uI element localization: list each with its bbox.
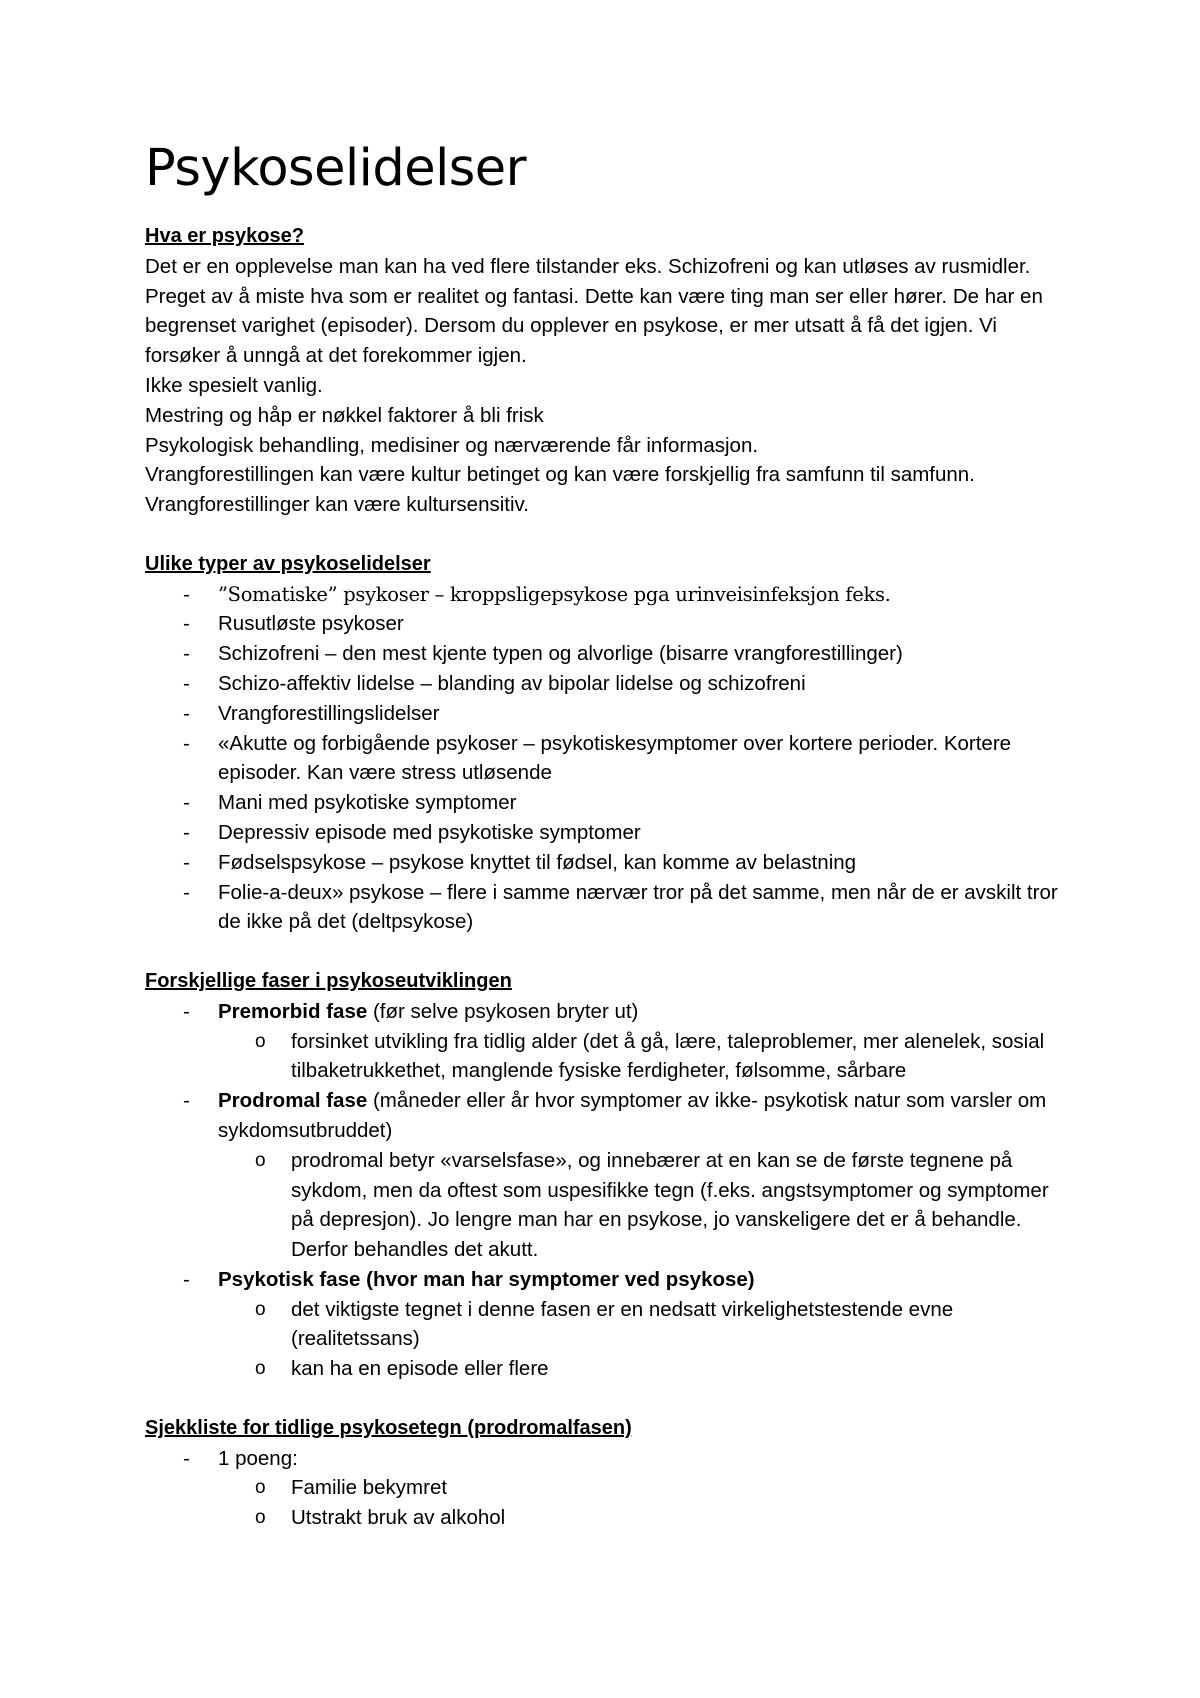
dash-bullet: - [183, 671, 190, 695]
dash-bullet: - [183, 582, 190, 606]
sub-list-item [145, 1473, 1075, 1503]
list-item-psykotisk [145, 1265, 1075, 1384]
section-hva-er-psykose [145, 222, 1075, 520]
sub-list-item [145, 1503, 1075, 1533]
circle-list [218, 1146, 1075, 1265]
circle-bullet: o [255, 1507, 266, 1529]
sub-item-text: kan ha en episode eller flere [291, 1357, 549, 1381]
list-item [145, 639, 1075, 669]
list-item-text: «Akutte og forbigående psykoser – psykotiskesymptomer over kortere perioder. Kortere episoder. Kan være stress utløsende [218, 731, 1012, 785]
list-item-text: Rusutløste psykoser [218, 612, 404, 636]
list-item [145, 729, 1075, 789]
dash-bullet: - [183, 820, 190, 844]
list-item-text: Schizofreni – den mest kjente typen og alvorlige (bisarre vrangforestillinger) [218, 642, 903, 666]
list-item [145, 848, 1075, 878]
dash-bullet: - [183, 701, 190, 725]
list-item [145, 878, 1075, 938]
circle-list [218, 1295, 1075, 1384]
sub-list-item [145, 1027, 1075, 1087]
sub-list-item [145, 1354, 1075, 1384]
circle-bullet: o [255, 1358, 266, 1380]
list-item-text: Vrangforestillingslidelser [218, 701, 440, 725]
list-item [145, 818, 1075, 848]
phase-name: Prodromal fase [218, 1089, 368, 1113]
paragraph: Vrangforestillingen kan være kultur betinget og kan være forskjellig fra samfunn til samfunn. [145, 463, 975, 487]
paragraph: Det er en opplevelse man kan ha ved flere tilstander eks. Schizofreni og kan utløses av rusmidler. Preget av å miste hva som er realitet og fantasi. Dette kan være ting man ser eller hører. De har en begrenset varighet (episoder). Dersom du opplever en psykose, er mer utsatt å få det igjen. Vi forsøker å unngå at det forekommer igjen. [145, 254, 1043, 368]
sub-item-text: Familie bekymret [291, 1476, 448, 1500]
list-item [145, 699, 1075, 729]
section-heading: Ulike typer av psykoselidelser [145, 552, 431, 575]
list-item-text: ”Somatiske” psykoser – kroppsligepsykose pga urinveisinfeksjon feks. [218, 582, 891, 606]
sub-item-text: forsinket utvikling fra tidlig alder (det å gå, lære, taleproblemer, mer alenelek, sosial tilbaketrukkethet, manglende fysiske ferdigheter, følsomme, sårbare [291, 1029, 1045, 1083]
spacer [145, 1384, 1075, 1414]
phase-name: Psykotisk fase (hvor man har symptomer ved psykose) [218, 1267, 755, 1291]
spacer [145, 937, 1075, 967]
list-item-text: Mani med psykotiske symptomer [218, 791, 517, 815]
circle-bullet: o [255, 1149, 266, 1171]
circle-list [218, 1473, 1075, 1533]
dash-bullet: - [183, 791, 190, 815]
document-content [145, 138, 1075, 1533]
list-item-prodromal [145, 1086, 1075, 1265]
dash-bullet: - [183, 1089, 190, 1113]
phase-description: (før selve psykosen bryter ut) [367, 999, 639, 1023]
page-title: Psykoselidelser [145, 139, 527, 198]
circle-list [218, 1027, 1075, 1087]
list-item [145, 669, 1075, 699]
list-item [145, 580, 1075, 610]
list-item-text: Folie-a-deux» psykose – flere i samme nærvær tror på det samme, men når de er avskilt tror de ikke på det (deltpsykose) [218, 880, 1058, 934]
paragraph: Vrangforestillinger kan være kultursensitiv. [145, 493, 529, 517]
dash-list [145, 580, 1075, 938]
list-item-text: 1 poeng: [218, 1446, 298, 1470]
dash-bullet: - [183, 612, 190, 636]
phase-name: Premorbid fase [218, 999, 368, 1023]
list-item [145, 609, 1075, 639]
dash-bullet: - [183, 731, 190, 755]
list-item-text: Fødselspsykose – psykose knyttet til fødsel, kan komme av belastning [218, 850, 857, 874]
section-faser [145, 967, 1075, 1384]
dash-bullet: - [183, 999, 190, 1023]
dash-bullet: - [183, 1446, 190, 1470]
dash-list [145, 997, 1075, 1384]
sub-list-item [145, 1295, 1075, 1355]
list-item-premorbid [145, 997, 1075, 1086]
list-item-text: Depressiv episode med psykotiske symptomer [218, 820, 641, 844]
section-ulike-typer [145, 550, 1075, 937]
circle-bullet: o [255, 1030, 266, 1052]
sub-item-text: Utstrakt bruk av alkohol [291, 1506, 506, 1530]
section-sjekkliste [145, 1414, 1075, 1533]
section-heading: Sjekkliste for tidlige psykosetegn (prodromalfasen) [145, 1416, 632, 1439]
list-item [145, 1444, 1075, 1533]
list-item-text: Schizo-affektiv lidelse – blanding av bipolar lidelse og schizofreni [218, 671, 806, 695]
sub-item-text: prodromal betyr «varselsfase», og innebærer at en kan se de første tegnene på sykdom, men da oftest som uspesifikke tegn (f.eks. angstsymptomer og symptomer på depresjon). Jo lengre man har en psykose, jo vanskeligere det er å behandle. Derfor behandles det akutt. [291, 1148, 1049, 1262]
dash-bullet: - [183, 880, 190, 904]
circle-bullet: o [255, 1477, 266, 1499]
dash-bullet: - [183, 1267, 190, 1291]
section-heading: Forskjellige faser i psykoseutviklingen [145, 969, 512, 992]
dash-list [145, 1444, 1075, 1533]
dash-bullet: - [183, 642, 190, 666]
sub-item-text: det viktigste tegnet i denne fasen er en nedsatt virkelighetstestende evne (realitetssans) [291, 1297, 954, 1351]
list-item [145, 788, 1075, 818]
paragraph: Ikke spesielt vanlig. [145, 373, 323, 397]
paragraph: Psykologisk behandling, medisiner og nærværende får informasjon. [145, 433, 759, 457]
section-heading: Hva er psykose? [145, 225, 304, 247]
phase-description: (måneder eller år hvor symptomer av ikke- psykotisk natur som varsler om sykdomsutbruddet) [218, 1089, 1047, 1142]
sub-list-item [145, 1146, 1075, 1265]
paragraph: Mestring og håp er nøkkel faktorer å bli frisk [145, 403, 544, 427]
spacer [145, 520, 1075, 550]
dash-bullet: - [183, 850, 190, 874]
circle-bullet: o [255, 1298, 266, 1320]
